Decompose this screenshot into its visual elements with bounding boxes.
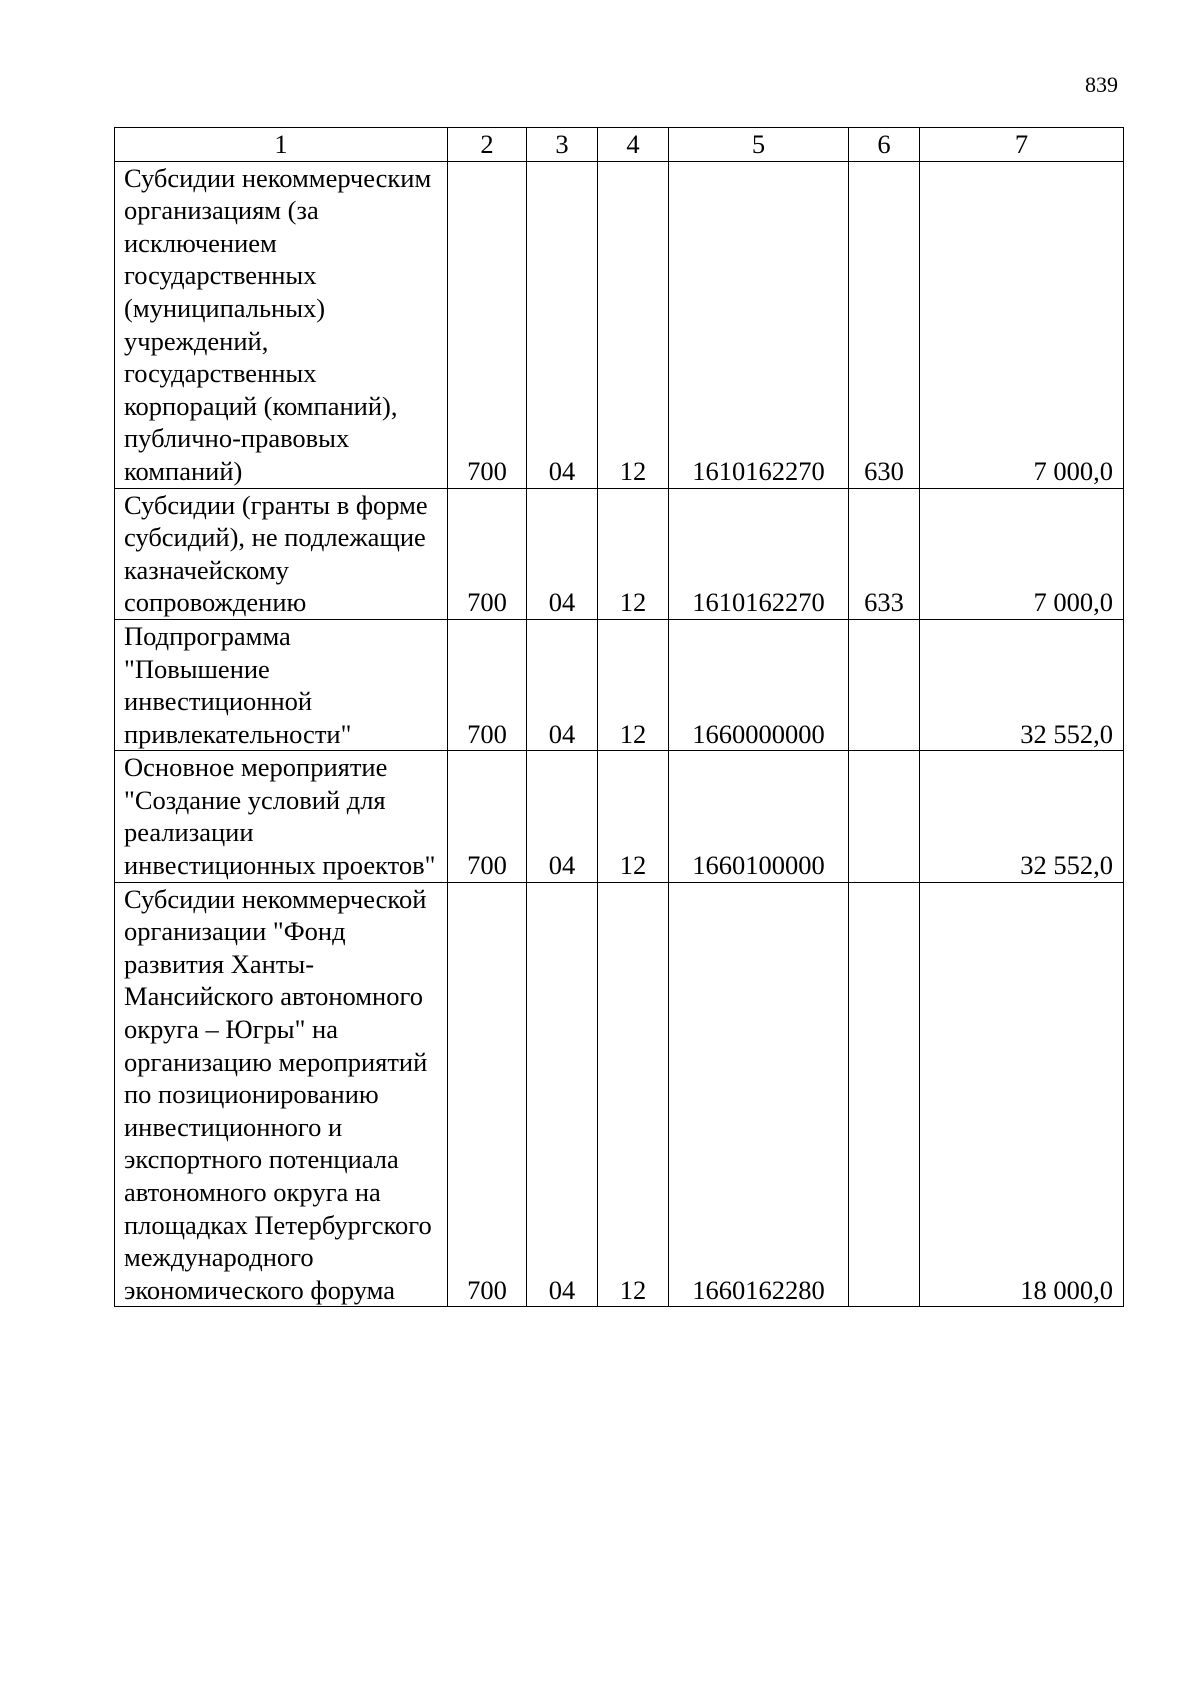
cell-col-3: 04	[527, 619, 598, 750]
cell-col-3: 04	[527, 882, 598, 1307]
cell-col-4: 12	[598, 619, 669, 750]
column-header-7: 7	[920, 128, 1124, 162]
cell-col-5: 1660000000	[669, 619, 849, 750]
cell-col-5: 1610162270	[669, 488, 849, 619]
cell-col-2: 700	[448, 751, 527, 882]
cell-col-3: 04	[527, 751, 598, 882]
column-header-6: 6	[849, 128, 920, 162]
row-name: Субсидии некоммерческой организации "Фонд развития Ханты-Мансийского автономного округа – Югры" на организацию мероприятий по позиционированию инвестиционного и экспортного потенциала автономного округа на площадках Петербургского международного экономического форума	[115, 882, 448, 1307]
row-name: Субсидии (гранты в форме субсидий), не подлежащие казначейскому сопровождению	[115, 488, 448, 619]
row-name: Основное мероприятие "Создание условий для реализации инвестиционных проектов"	[115, 751, 448, 882]
cell-col-7: 7 000,0	[920, 161, 1124, 488]
row-name: Субсидии некоммерческим организациям (за исключением государственных (муниципальных) учреждений, государственных корпораций (компаний), публично-правовых компаний)	[115, 161, 448, 488]
cell-col-2: 700	[448, 619, 527, 750]
cell-col-6	[849, 619, 920, 750]
cell-col-5: 1660100000	[669, 751, 849, 882]
table-row	[115, 488, 1124, 619]
page-number: 839	[1085, 72, 1118, 97]
cell-col-4: 12	[598, 161, 669, 488]
column-header-5: 5	[669, 128, 849, 162]
cell-col-7: 32 552,0	[920, 619, 1124, 750]
column-header-4: 4	[598, 128, 669, 162]
cell-col-7: 32 552,0	[920, 751, 1124, 882]
cell-col-2: 700	[448, 161, 527, 488]
table-row	[115, 751, 1124, 882]
table-row	[115, 882, 1124, 1307]
cell-col-3: 04	[527, 161, 598, 488]
cell-col-7: 7 000,0	[920, 488, 1124, 619]
column-header-2: 2	[448, 128, 527, 162]
table-row	[115, 161, 1124, 488]
column-header-3: 3	[527, 128, 598, 162]
cell-col-3: 04	[527, 488, 598, 619]
cell-col-6	[849, 751, 920, 882]
row-name: Подпрограмма "Повышение инвестиционной привлекательности"	[115, 619, 448, 750]
column-header-1: 1	[115, 128, 448, 162]
cell-col-6: 630	[849, 161, 920, 488]
cell-col-5: 1660162280	[669, 882, 849, 1307]
table-row	[115, 619, 1124, 750]
cell-col-4: 12	[598, 751, 669, 882]
cell-col-6: 633	[849, 488, 920, 619]
cell-col-2: 700	[448, 488, 527, 619]
header-row	[115, 128, 1124, 162]
cell-col-5: 1610162270	[669, 161, 849, 488]
cell-col-4: 12	[598, 882, 669, 1307]
cell-col-4: 12	[598, 488, 669, 619]
budget-table	[114, 127, 1124, 1307]
cell-col-7: 18 000,0	[920, 882, 1124, 1307]
cell-col-6	[849, 882, 920, 1307]
cell-col-2: 700	[448, 882, 527, 1307]
